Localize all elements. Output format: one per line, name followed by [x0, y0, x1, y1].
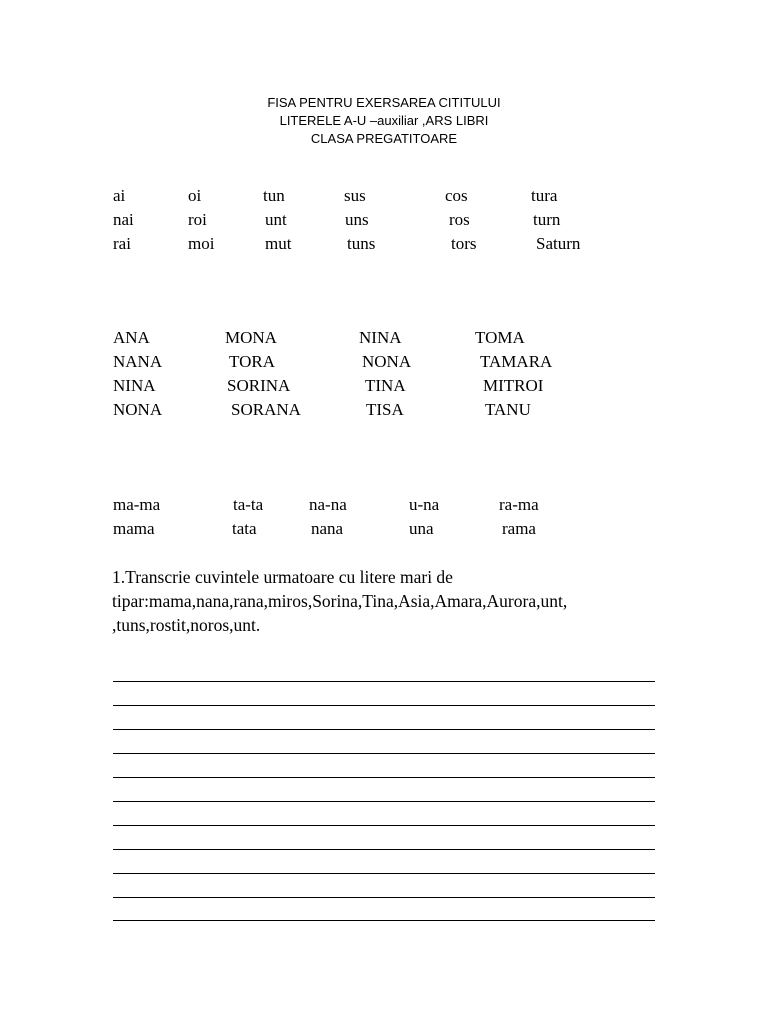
syllable-word: rai: [113, 234, 131, 253]
name-word: TISA: [366, 400, 404, 419]
syllable-word: Saturn: [536, 234, 581, 253]
name-word: TINA: [365, 376, 406, 395]
name-word: NINA: [113, 376, 156, 395]
writing-line: [113, 729, 655, 730]
whole-word: nana: [311, 519, 344, 538]
name-word: ANA: [113, 328, 150, 347]
header-title: FISA PENTRU EXERSAREA CITITULUI: [267, 95, 501, 110]
exercise-line: tipar:mama,nana,rana,miros,Sorina,Tina,Asia,Amara,Aurora,unt,: [112, 591, 568, 611]
split-word: ra-ma: [499, 495, 539, 514]
name-word: NANA: [113, 352, 163, 371]
header-subtitle: LITERELE A-U –auxiliar ,ARS LIBRI: [279, 113, 489, 128]
whole-word: una: [409, 519, 434, 538]
name-word: TOMA: [475, 328, 525, 347]
writing-line: [113, 920, 655, 921]
writing-line: [113, 705, 655, 706]
name-word: TANU: [485, 400, 531, 419]
syllable-word: cos: [445, 186, 468, 205]
exercise-line: 1.Transcrie cuvintele urmatoare cu litere mari de: [112, 567, 453, 587]
name-word: TORA: [229, 352, 275, 371]
syllable-word: turn: [533, 210, 561, 229]
writing-line: [113, 825, 655, 826]
whole-word: rama: [502, 519, 536, 538]
syllable-word: tors: [451, 234, 477, 253]
syllable-word: tuns: [347, 234, 376, 253]
syllable-word: unt: [265, 210, 287, 229]
name-word: NONA: [362, 352, 412, 371]
writing-line: [113, 777, 655, 778]
name-word: TAMARA: [480, 352, 553, 371]
writing-line: [113, 753, 655, 754]
name-word: NINA: [359, 328, 402, 347]
syllable-word: ai: [113, 186, 126, 205]
syllable-word: tun: [263, 186, 285, 205]
split-word: ta-ta: [233, 495, 264, 514]
name-word: MITROI: [483, 376, 544, 395]
writing-line: [113, 849, 655, 850]
exercise-line: ,tuns,rostit,noros,unt.: [112, 615, 261, 635]
writing-line: [113, 873, 655, 874]
syllable-word: ros: [449, 210, 470, 229]
syllable-word: moi: [188, 234, 215, 253]
writing-line: [113, 801, 655, 802]
syllable-word: sus: [344, 186, 366, 205]
syllable-word: mut: [265, 234, 292, 253]
writing-line: [113, 897, 655, 898]
name-word: SORINA: [227, 376, 291, 395]
writing-line: [113, 681, 655, 682]
whole-word: mama: [113, 519, 155, 538]
name-word: SORANA: [231, 400, 301, 419]
syllable-word: uns: [345, 210, 369, 229]
syllable-word: tura: [531, 186, 558, 205]
name-word: MONA: [225, 328, 277, 347]
split-word: u-na: [409, 495, 440, 514]
split-word: ma-ma: [113, 495, 161, 514]
syllable-word: nai: [113, 210, 134, 229]
name-word: NONA: [113, 400, 163, 419]
split-word: na-na: [309, 495, 347, 514]
whole-word: tata: [232, 519, 257, 538]
syllable-word: oi: [188, 186, 202, 205]
worksheet-header: [0, 94, 768, 148]
exercise-instructions: [112, 565, 672, 637]
syllable-word: roi: [188, 210, 207, 229]
header-class: CLASA PREGATITOARE: [310, 131, 458, 146]
